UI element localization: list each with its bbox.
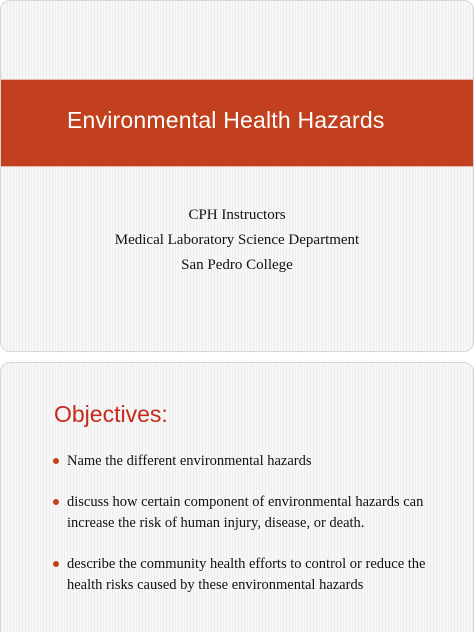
subtitle-line: Medical Laboratory Science Department	[114, 232, 360, 248]
title-band	[1, 79, 473, 167]
list-item	[53, 492, 453, 534]
bullet-dot-icon	[53, 499, 59, 505]
bullet-dot-icon	[53, 458, 59, 464]
slide-title: Environmental Health Hazards	[67, 107, 385, 133]
list-item	[53, 554, 453, 596]
subtitle-line: CPH Instructors	[188, 207, 286, 223]
objectives-list	[53, 451, 453, 616]
list-item	[53, 451, 453, 472]
list-item-text: Name the different environmental hazards	[67, 453, 312, 469]
subtitle-block	[1, 203, 473, 278]
subtitle-line: San Pedro College	[181, 257, 293, 273]
list-item-text: discuss how certain component of environmental hazards can increase the risk of human injury, disease, or death.	[67, 494, 424, 531]
list-item-text: describe the community health efforts to control or reduce the health risks caused by these environmental hazards	[67, 556, 426, 593]
bullet-dot-icon	[53, 561, 59, 567]
objectives-slide	[0, 362, 474, 632]
objectives-heading: Objectives:	[54, 401, 168, 427]
